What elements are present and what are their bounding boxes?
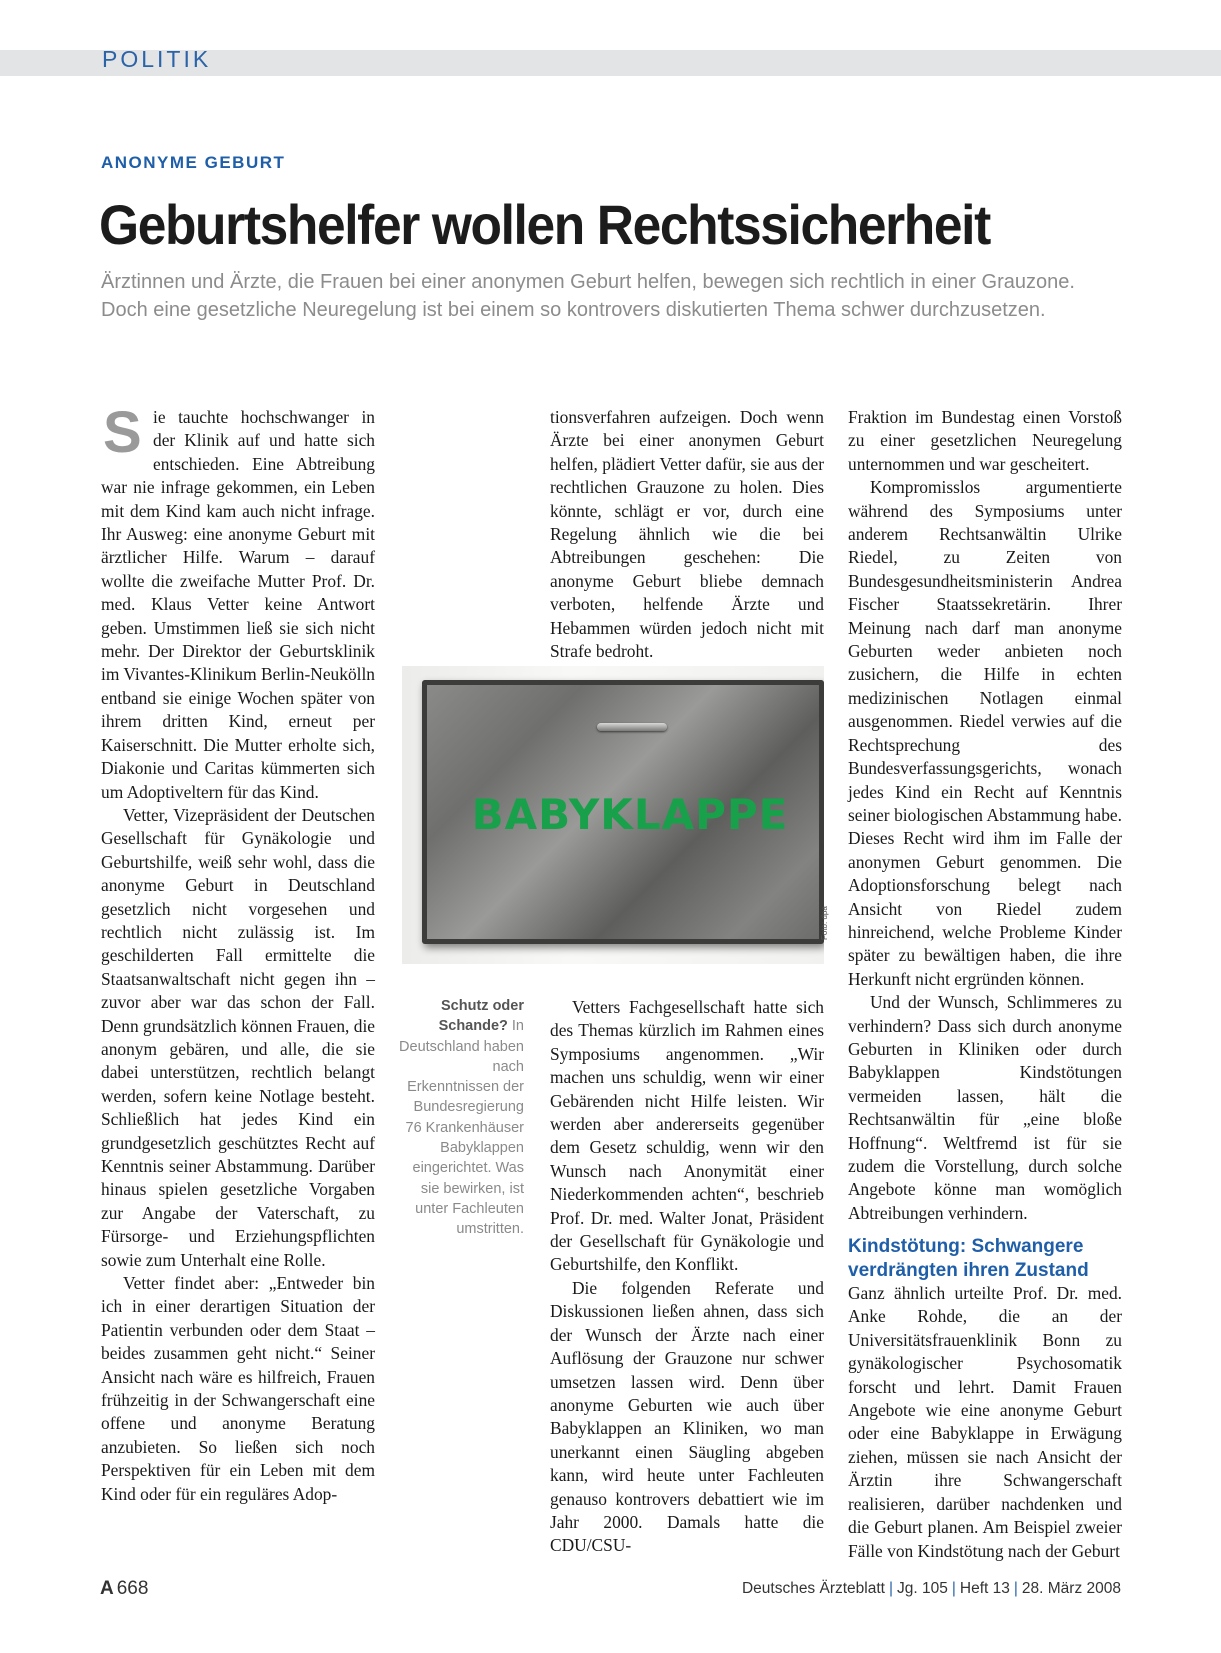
babyklappe-photo — [402, 666, 824, 964]
article-column-2-lower — [550, 996, 824, 1558]
separator-bar: | — [1013, 1580, 1018, 1597]
article-headline: Geburtshelfer wollen Rechtssicherheit — [99, 193, 990, 256]
column1-paragraph-3: Vetter findet aber: „Entweder bin ich in einer derartigen Situation der Patientin verbunden oder dem Staat – beides zusammen geht nicht.“ Seiner Ansicht nach wäre es hilfreich, Frauen frühzeitig in der Schwangerschaft eine offene und anonyme Beratung anzubieten. So ließen sich noch Perspektiven für ein Leben mit dem Kind oder für ein reguläres Adop- — [101, 1273, 375, 1504]
article-kicker: ANONYME GEBURT — [101, 153, 286, 172]
page-number: A 668 — [100, 1578, 149, 1599]
column2-paragraph-1: Vetters Fachgesellschaft hatte sich des Themas kürzlich im Rahmen eines Symposiums angenommen. „Wir machen uns schuldig, wenn wir einer Gebärenden nicht Hilfe leisten. Wir werden aber andererseits gegenüber dem Gesetz schuldig, wenn wir den Wunsch nach Anonymität einer Niederkommenden achten“, beschrieb Prof. Dr. med. Walter Jonat, Präsident der Gesellschaft für Gynäkologie und Geburtshilfe, den Konflikt. — [550, 997, 824, 1275]
page-prefix: A — [100, 1578, 114, 1599]
dropcap-s-icon — [101, 409, 147, 455]
article-column-1 — [101, 406, 375, 1506]
column2-paragraph-2: Die folgenden Referate und Diskussionen ließen ahnen, dass sich der Wunsch der Ärzte nach einer Auflösung der Grauzone nur schwer umsetzen lassen wird. Denn über anonyme Geburten wie auch über Babyklappen an Kliniken, wo man unerkannt einen Säugling abgeben kann, wird heute unter Fachleuten genauso kontrovers debattiert wie im Jahr 2000. Damals hatte die CDU/CSU- — [550, 1277, 824, 1556]
column3-paragraph-top: Fraktion im Bundestag einen Vorstoß zu einer gesetzlichen Neuregelung unternommen und war gescheitert. — [848, 407, 1122, 474]
column1-paragraph-2: Vetter, Vizepräsident der Deutschen Gesellschaft für Gynäkologie und Geburtshilfe, weiß sehr wohl, dass die anonyme Geburt in Deutschland gesetzlich nicht vorgesehen und rechtlich nicht zulässig ist. Im geschilderten Fall ermittelte die Staatsanwaltschaft nicht gegen ihn – zuvor aber war das schon der Fall. Denn grundsätzlich können Frauen, die anonym gebären, und alle, die sie dabei unterstützen, rechtlich belangt werden, sofern keine Notlage besteht. Schließlich hat jedes Kind ein grundgesetzlich geschütztes Recht auf Kenntnis seiner Abstammung. Darüber hinaus spielen gesetzliche Vorgaben zur Angabe der Vaterschaft, zu Fürsorge- und Erziehungspflichten sowie zum Unterhalt eine Rolle. — [101, 804, 375, 1270]
column2-paragraph-top: tionsverfahren aufzeigen. Doch wenn Ärzte bei einer anonymen Geburt helfen, plädiert Vetter dafür, sie aus der rechtlichen Grauzone zu holen. Dies könnte, schlägt er vor, durch eine Regelung ähnlich wie die bei Abtreibungen geschehen: Die anonyme Geburt bliebe demnach verboten, helfende Ärzte und Hebammen würden jedoch nicht mit Strafe bedroht. — [550, 407, 824, 662]
svg-text:S: S — [103, 409, 142, 455]
article-column-2 — [550, 406, 824, 663]
hatch-handle — [597, 723, 667, 731]
column3-paragraph-2: Und der Wunsch, Schlimmeres zu verhindern? Dass sich durch anonyme Geburten in Kliniken oder durch Babyklappen Kindstötungen vermeiden lassen, hält die Rechtsanwältin für „eine bloße Hoffnung“. Weltfremd ist für sie zudem die Vorstellung, durch solche Angebote könne man womöglich Abtreibungen verhindern. — [848, 992, 1122, 1223]
publication-date: 28. März 2008 — [1021, 1580, 1121, 1597]
babyklappe-hatch — [422, 680, 824, 944]
separator-bar: | — [951, 1580, 956, 1597]
separator-bar: | — [888, 1580, 893, 1597]
photo-credit: Foto: dpa — [820, 906, 829, 940]
publication-info — [742, 1580, 1121, 1598]
article-column-3 — [848, 406, 1122, 1563]
column1-paragraph-1: S ie tauchte hochschwanger in der Klinik auf und hatte sich entschieden. Eine Abtreibung war nie infrage gekommen, ein Leben mit dem Kind kam auch nicht infrage. Ihr Ausweg: eine anonyme Geburt mit ärztlicher Hilfe. Warum – darauf wollte die zweifache Mutter Prof. Dr. med. Klaus Vetter keine Antwort geben. Umstimmen ließ sie sich nicht mehr. Der Direktor der Geburtsklinik im Vivantes-Klinikum Berlin-Neukölln entband sie einige Wochen später von ihrem dritten Kind, erneut per Kaiserschnitt. Die Mutter erholte sich, Diakonie und Caritas kümmerten sich um Adoptiveltern für das Kind. — [101, 406, 375, 804]
publication-issue: Heft 13 — [959, 1580, 1010, 1597]
column3-subhead: Kindstötung: Schwangere verdrängten ihren Zustand — [848, 1236, 1089, 1281]
caption-lead: Schutz oder Schande? — [438, 998, 524, 1035]
article-standfirst: Ärztinnen und Ärzte, die Frauen bei einer anonymen Geburt helfen, bewegen sich rechtlich in einer Grauzone. Doch eine gesetzliche Neuregelung ist bei einem so kontrovers diskutierten Thema schwer durchzusetzen. — [101, 271, 1075, 321]
dropcap — [101, 409, 147, 455]
column3-paragraph-3: Ganz ähnlich urteilte Prof. Dr. med. Anke Rohde, die an der Universitätsfrauenklinik Bonn zu gynäkologischer Psychosomatik forscht und lehrt. Damit Frauen Angebote wie eine anonyme Geburt oder eine Babyklappe in Erwägung ziehen, müssen sie nach Ansicht der Ärztin ihre Schwangerschaft realisieren, darüber nachdenken und die Geburt planen. Am Beispiel zweier Fälle von Kindstötung nach der Geburt — [848, 1283, 1122, 1561]
photo-caption — [397, 996, 524, 1240]
column3-paragraph-1: Kompromisslos argumentierte während des Symposiums unter anderem Rechtsanwältin Ulrike Riedel, zu Zeiten von Bundesgesundheitsministerin Andrea Fischer Staatssekretärin. Ihrer Meinung nach darf man anonyme Geburten weder anbieten noch zusichern, die Hilfe in echten medizinischen Notlagen einmal ausgenommen. Riedel verwies auf die Rechtsprechung des Bundesverfassungsgerichts, wonach jedes Kind ein Recht auf Kenntnis seiner biologischen Abstammung habe. Dieses Recht wird ihm im Falle der anonymen Geburt genommen. Die Adoptionsforschung belegt nach Ansicht von Riedel zudem hinreichend, welche Probleme Kinder später zu bewältigen haben, die ihre Herkunft nicht ergründen können. — [848, 477, 1122, 989]
babyklappe-sign: BABYKLAPPE — [471, 790, 789, 839]
section-label: POLITIK — [102, 46, 212, 72]
publication-volume: Jg. 105 — [897, 1580, 948, 1597]
caption-text: In Deutschland haben nach Erkenntnissen der Bundesregierung 76 Krankenhäuser Babyklappen eingerichtet. Was sie bewirken, ist unter Fachleuten umstritten. — [399, 1018, 524, 1238]
publication-name: Deutsches Ärzteblatt — [741, 1580, 885, 1597]
